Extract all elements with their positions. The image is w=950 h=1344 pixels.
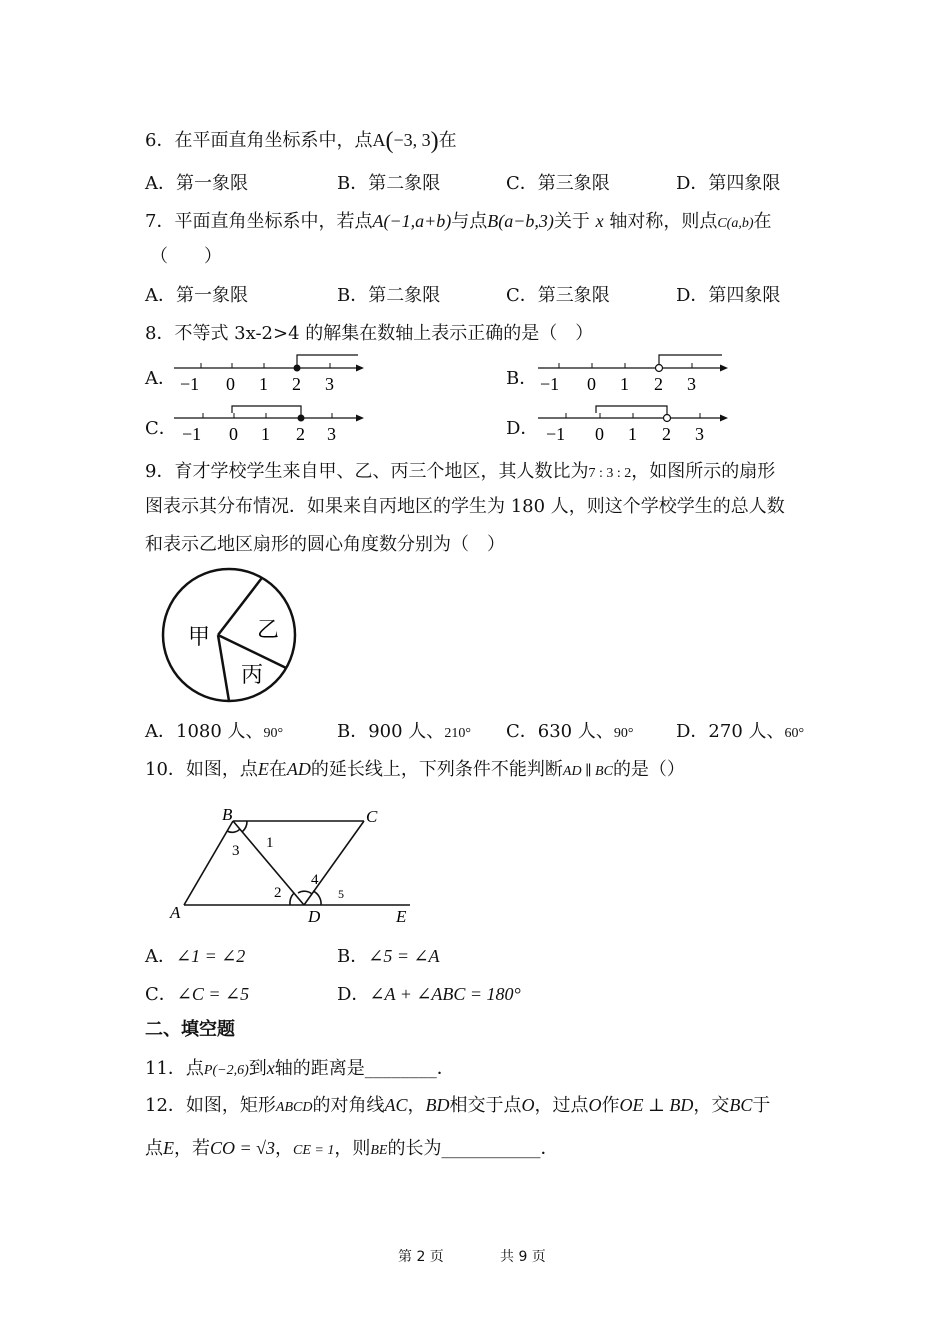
- label-angle-2: 2: [274, 885, 282, 901]
- q10-option-c: C．∠C = ∠5: [145, 984, 250, 1005]
- label-point-a: A: [170, 903, 181, 922]
- pie-label-bing: 丙: [241, 663, 264, 688]
- svg-text:1: 1: [259, 374, 268, 394]
- pie-label-jia: 甲: [188, 625, 211, 650]
- q8-stem: 8．不等式 3x-2>4 的解集在数轴上表示正确的是（ ）: [145, 323, 594, 344]
- q9-option-b: B．900 人、210°: [337, 721, 471, 742]
- q6-stem: 6．在平面直角坐标系中，点A(−3, 3)在: [145, 128, 457, 154]
- label-point-c: C: [366, 807, 378, 826]
- svg-text:−1: −1: [182, 424, 202, 444]
- q8-label-b: B．: [506, 368, 538, 389]
- svg-text:3: 3: [687, 374, 696, 394]
- label-point-d: D: [308, 907, 321, 926]
- svg-text:3: 3: [695, 424, 704, 444]
- number-line-c: [170, 402, 370, 446]
- q8-label-c: C．: [145, 418, 177, 439]
- geometry-figure: [170, 805, 420, 930]
- footer-total-pages: 共 9 页: [500, 1249, 546, 1265]
- label-angle-4: 4: [311, 872, 319, 888]
- svg-text:2: 2: [662, 424, 671, 444]
- footer-page-number: 第 2 页: [398, 1249, 444, 1265]
- q7-paren: （ ）: [150, 246, 222, 267]
- q6-option-b: B．第二象限: [337, 173, 441, 194]
- label-angle-5: 5: [338, 887, 344, 901]
- q10-option-b: B．∠5 = ∠A: [337, 946, 440, 967]
- number-line-a: [170, 352, 370, 396]
- q9-option-d: D．270 人、60°: [676, 721, 805, 742]
- svg-text:1: 1: [261, 424, 270, 444]
- q9-line2: 图表示其分布情况．如果来自丙地区的学生为 180 人，则这个学校学生的总人数: [145, 496, 785, 517]
- q6-option-a: A．第一象限: [145, 173, 248, 194]
- q7-option-d: D．第四象限: [676, 285, 781, 306]
- svg-text:3: 3: [325, 374, 334, 394]
- q12-line2: 点E，若CO = √3，CE = 1，则BE的长为___________．: [145, 1138, 559, 1159]
- number-line-d: [534, 402, 734, 446]
- svg-text:1: 1: [628, 424, 637, 444]
- q10-option-d: D．∠A + ∠ABC = 180°: [337, 984, 521, 1005]
- section-title: 二、填空题: [145, 1019, 235, 1040]
- svg-text:3: 3: [327, 424, 336, 444]
- svg-text:−1: −1: [180, 374, 200, 394]
- label-point-e: E: [396, 907, 407, 926]
- svg-text:1: 1: [620, 374, 629, 394]
- q9-option-c: C．630 人、90°: [506, 721, 634, 742]
- q8-label-d: D．: [506, 418, 539, 439]
- svg-text:0: 0: [595, 424, 604, 444]
- svg-text:2: 2: [292, 374, 301, 394]
- q6-option-d: D．第四象限: [676, 173, 781, 194]
- svg-text:0: 0: [587, 374, 596, 394]
- q9-line1: 9．育才学校学生来自甲、乙、丙三个地区，其人数比为7 : 3 : 2，如图所示的扇形: [145, 461, 776, 482]
- svg-text:0: 0: [229, 424, 238, 444]
- q6-option-c: C．第三象限: [506, 173, 610, 194]
- pie-chart: [150, 570, 310, 720]
- svg-text:−1: −1: [540, 374, 560, 394]
- svg-text:−1: −1: [546, 424, 566, 444]
- q10-stem: 10．如图，点E在AD的延长线上，下列条件不能判断AD ∥ BC的是（）: [145, 759, 685, 780]
- q7-option-a: A．第一象限: [145, 285, 248, 306]
- label-point-b: B: [222, 805, 233, 824]
- q7-option-b: B．第二象限: [337, 285, 441, 306]
- q9-option-a: A．1080 人、90°: [145, 721, 284, 742]
- q11-stem: 11．点P(−2,6)到x轴的距离是________．: [145, 1058, 455, 1079]
- q12-line1: 12．如图，矩形ABCD的对角线AC，BD相交于点O，过点O作OE ⊥ BD，交BC于: [145, 1095, 771, 1116]
- number-line-b: [534, 352, 734, 396]
- pie-label-yi: 乙: [257, 618, 280, 643]
- q7-option-c: C．第三象限: [506, 285, 610, 306]
- label-angle-1: 1: [266, 835, 274, 851]
- q8-label-a: A．: [145, 368, 176, 389]
- label-angle-3: 3: [232, 843, 240, 859]
- q10-option-a: A．∠1 = ∠2: [145, 946, 246, 967]
- q7-stem: 7．平面直角坐标系中，若点A(−1,a+b)与点B(a−b,3)关于 x 轴对称，则点C(a,b)在: [145, 211, 772, 232]
- q9-line3: 和表示乙地区扇形的圆心角度数分别为（ ）: [145, 534, 505, 555]
- svg-text:2: 2: [654, 374, 663, 394]
- svg-text:0: 0: [226, 374, 235, 394]
- svg-text:2: 2: [296, 424, 305, 444]
